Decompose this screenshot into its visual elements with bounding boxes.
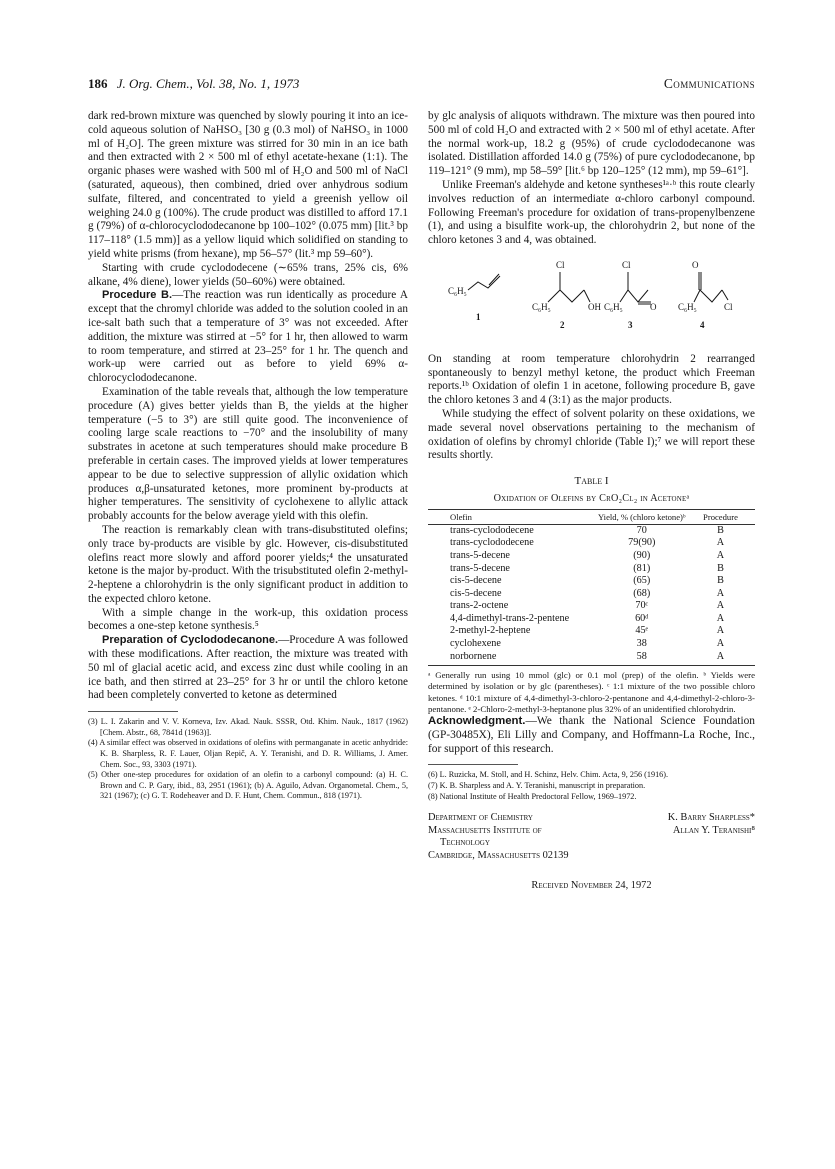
yield-cell: 79(90): [628, 537, 656, 549]
footnote: (3) L. I. Zakarin and V. V. Korneva, Izv. Akad. Nauk. SSSR, Otd. Khim. Nauk., 1817 (1962) [Chem. Abstr., 68, 7841d (1963)].: [88, 717, 408, 737]
footnotes: [428, 770, 755, 802]
yield-cell: 70: [636, 524, 647, 536]
table-row: [428, 537, 755, 550]
olefin-cell: 2-methyl-2-heptene: [450, 625, 531, 637]
column-header: Olefin: [428, 509, 598, 524]
received-date: Received November 24, 1972: [531, 879, 652, 891]
footnote: (7) K. B. Sharpless and A. Y. Teranishi, manuscript in preparation.: [428, 781, 646, 791]
structure-1: [448, 274, 500, 322]
procedure-cell: A: [716, 638, 725, 650]
procedure-b-heading: Procedure B.: [102, 289, 173, 302]
procedure-cell: B: [717, 562, 724, 574]
olefin-cell: trans-2-octene: [450, 600, 509, 612]
chloro-label: Cl: [724, 301, 733, 312]
olefin-cell: trans-5-decene: [450, 562, 510, 574]
right-column: [428, 110, 755, 892]
footnote-rule: [428, 764, 518, 765]
structure-4: [678, 260, 733, 330]
procedure-cell: A: [716, 587, 725, 599]
table-row: [428, 588, 755, 601]
left-column: [88, 110, 408, 802]
affiliation-line: [428, 825, 755, 838]
compound-number: 2: [560, 319, 565, 330]
column-header: Procedure: [686, 509, 755, 524]
footnote: (6) L. Ruzicka, M. Stoll, and H. Schinz, Helv. Chim. Acta, 9, 256 (1916).: [428, 770, 669, 780]
table-row: [428, 563, 755, 576]
paragraph: Starting with crude cyclododecene (∼65% trans, 25% cis, 6% alkane, 4% diene), lower yields (50–60%) were obtained.: [88, 261, 408, 288]
author-name: Allan Y. Teranishi⁸: [672, 824, 755, 836]
paragraph: dark red-brown mixture was quenched by slowly pouring it into an ice-cold aqueous solution of NaHSO₃ [30 g (0.3 mol) of NaHSO₃ in 1000 ml of H₂O]. The green mixture was stirred for 30 min in an ice bath and then extracted with 2 × 500 ml of ethyl acetate-hexane (1:1). The organic phases were washed with 500 ml of H₂O and 500 ml of NaCl (saturated, aqueous), then combined, dried over anhydrous sodium sulfate, filtered, and concentrated to yield a greenish yellow oil weighing 24.0 g (100%). The crude product was distilled to afford 17.1 g (79%) of α-chlorocyclododecanone bp 100–102° (0.075 mm) [lit.³ bp 117–118° (1.5 mm)] as a yellow liquid which solidified on standing to yield white prisms (from hexane), mp 56–57° (lit.³ mp 59–60°).: [88, 110, 408, 260]
yield-cell: 38: [636, 638, 647, 650]
yield-cell: (65): [633, 575, 651, 587]
footnote: (4) A similar effect was observed in oxidations of olefins with permanganate in acetic anhydride: K. B. Sharpless, R. F. Lauer, Oljan Repič, A. Y. Teranishi, and D. R. Williams, J. Amer. Chem. Soc., 93, 3303 (1971).: [88, 738, 408, 769]
table-row: [428, 651, 755, 666]
institution-line: Technology: [440, 837, 490, 849]
procedure-cell: A: [716, 537, 725, 549]
oxygen-label: O: [650, 301, 657, 312]
phenyl-label: C₆H₅: [678, 301, 697, 312]
procedure-cell: A: [716, 625, 725, 637]
paragraph: by glc analysis of aliquots withdrawn. The mixture was then poured into 500 ml of cold H₂O and extracted with 2 × 500 ml of ethyl acetate. After the normal work-up, 18.2 g (95%) of crude cyclododecanone was isolated. Distillation afforded 14.0 g (75%) of pure cyclododecanone, bp 119–121° (9 mm), mp 58–59° [lit.⁶ bp 120–125° (12 mm), mp 59–61°].: [428, 110, 755, 178]
olefin-cell: 4,4-dimethyl-trans-2-pentene: [450, 612, 570, 624]
procedure-cell: A: [686, 651, 755, 666]
olefin-cell: cis-5-decene: [450, 587, 502, 599]
acknowledgment-text: —We thank the National Science Foundation (GP-30485X), Eli Lilly and Company, and Hoffmann-La Roche, Inc., for support of this research.: [428, 715, 755, 755]
yield-cell: (68): [633, 587, 651, 599]
procedure-cell: B: [717, 524, 724, 536]
table-subtitle: Oxidation of Olefins by CrO₂Cl₂ in Acetoneᵃ: [493, 492, 690, 504]
paragraph: On standing at room temperature chlorohydrin 2 rearranged spontaneously to benzyl methyl ketone, the product which Freeman reports.¹ᵇ Oxidation of olefin 1 in acetone, following procedure B, gave the chloro ketones 3 and 4 (3:1) as the major products.: [428, 352, 755, 407]
phenyl-label: C₆H₅: [448, 285, 467, 296]
table-row: [428, 550, 755, 563]
olefin-cell: trans-cyclododecene: [450, 537, 534, 549]
results-table: [428, 509, 755, 667]
chloro-label: Cl: [556, 259, 565, 270]
preparation-heading: Preparation of Cyclododecanone.: [102, 634, 279, 647]
structure-scheme: [428, 258, 755, 338]
procedure-cell: A: [716, 549, 725, 561]
acknowledgment: [428, 715, 755, 756]
paragraph: Unlike Freeman's aldehyde and ketone syntheses¹ᵃ·ᵇ this route clearly involves reduction of an intermediate α-chloro carbonyl compound. Following Freeman's procedure for oxidation of trans-propenylbenzene (1), and using a bisulfite work-up, the chlorohydrin 2, but none of the chloro ketones 3 and 4, was obtained.: [428, 178, 755, 247]
yield-cell: 45ᵉ: [635, 625, 649, 637]
table-row: [428, 638, 755, 651]
procedure-cell: A: [716, 612, 725, 624]
phenyl-label: C₆H₅: [532, 301, 551, 312]
institution: Massachusetts Institute of: [428, 824, 542, 836]
footnotes: [88, 717, 408, 802]
paragraph: [88, 289, 408, 386]
compound-number: 3: [628, 319, 633, 330]
structure-2: [532, 260, 601, 330]
address: Cambridge, Massachusetts 02139: [428, 850, 569, 862]
journal-citation: J. Org. Chem., Vol. 38, No. 1, 1973: [116, 76, 300, 91]
paragraph-text: —Procedure A was followed with these modifications. After reaction, the mixture was treated with 50 ml of glacial acetic acid, and excess zinc dust while cooling in an ice bath, and then stirred at 23–25° for 3 hr or until the chloro ketone had been completely converted to ketone as determined: [88, 634, 408, 702]
column-header: Yield, % (chloro ketone)ᵇ: [598, 509, 686, 524]
phenyl-label: C₆H₅: [604, 301, 623, 312]
table-footnotes: ᵃ Generally run using 10 mmol (glc) or 0.1 mol (prep) of the olefin. ᵇ Yields were determined by isolation or by glc (parentheses). ᶜ 1:1 mixture of the two possible chloro ketones. ᵈ 10:1 mixture of 4,4-dimethyl-3-chloro-2-pentanone and 4,4-dimethyl-2-chloro-3-pentanone. ᵉ 2-Chloro-2-methyl-3-heptanone plus 32% of an unidentified chlorohydrin.: [428, 670, 755, 714]
yield-cell: 70ᶜ: [635, 600, 649, 612]
paragraph: [88, 634, 408, 703]
compound-number: 4: [700, 319, 705, 330]
compound-number: 1: [476, 311, 481, 322]
paragraph-text: —The reaction was run identically as procedure A except that the chromyl chloride was added to the solution cooled in an ice-salt bath such that a temperature of 3° was not exceeded. After addition, the mixture was stirred at −5° for 1 hr, then allowed to warm to room temperature, and stirred at 23–25° for 1 hr. The quench and work-up were carried out as before to yield 69% α-chlorocyclododecanone.: [88, 289, 408, 385]
procedure-cell: A: [716, 600, 725, 612]
oxygen-label: O: [692, 259, 699, 270]
department: Department of Chemistry: [428, 812, 533, 824]
structure-3: [604, 260, 657, 330]
footnote: (8) National Institute of Health Predoctoral Fellow, 1969–1972.: [428, 791, 637, 801]
author-affiliation: [428, 812, 755, 862]
olefin-cell: trans-5-decene: [450, 549, 510, 561]
table-row: [428, 625, 755, 638]
table-row: [428, 600, 755, 613]
yield-cell: 60ᵈ: [635, 612, 649, 624]
paragraph: With a simple change in the work-up, this oxidation process becomes a one-step ketone synthesis.⁵: [88, 606, 408, 633]
table-title: Table I: [574, 475, 609, 488]
footnote: (5) Other one-step procedures for oxidation of an olefin to a carbonyl compound: (a) H. C. Brown and C. P. Gary, ibid., 83, 2951 (1961); (b) A. Aguilo, Advan. Organometal. Chem., 5, 321 (1967); (c) G. T. Rodeheaver and D. F. Hunt, Chem. Commun., 818 (1971).: [88, 770, 408, 801]
table-row: [428, 524, 755, 537]
yield-cell: 58: [598, 651, 686, 666]
table-row: [428, 575, 755, 588]
procedure-cell: B: [717, 575, 724, 587]
table-row: [428, 613, 755, 626]
paragraph: Examination of the table reveals that, although the low temperature procedure (A) gives better yields than B, the yields at the higher temperature (−5 to 3°) are still quite good. The inconvenience of cooling large scale reactions to −70° and the insolubility of many substrates in acetone at such temperatures should make procedure B preferable in certain cases. The improved yields at lower temperatures appear to be due to selective suppression of allylic oxidation which produces α,β-unsaturated ketones, more prominent by-products at higher temperatures. The sensitivity of cyclohexene to allylic attack probably accounts for the below average yield with this olefin.: [88, 385, 408, 523]
yield-cell: (81): [633, 562, 651, 574]
acknowledgment-heading: Acknowledgment.: [428, 715, 526, 728]
page-number: 186: [88, 76, 108, 91]
author-name: K. Barry Sharpless*: [667, 812, 755, 824]
affiliation-line: [428, 812, 755, 825]
olefin-cell: norbornene: [428, 651, 598, 666]
olefin-cell: trans-cyclododecene: [450, 524, 534, 536]
section-heading: Communications: [663, 76, 755, 91]
footnote-rule: [88, 711, 178, 712]
chloro-label: Cl: [622, 259, 631, 270]
paragraph: While studying the effect of solvent polarity on these oxidations, we made several novel observations pertaining to the mechanism of oxidation of olefins by chromyl chloride (Table I);⁷ we will report these results shortly.: [428, 407, 755, 462]
yield-cell: (90): [633, 549, 651, 561]
hydroxyl-label: OH: [588, 301, 601, 312]
olefin-cell: cyclohexene: [450, 638, 501, 650]
olefin-cell: cis-5-decene: [450, 575, 502, 587]
paragraph: The reaction is remarkably clean with trans-disubstituted olefins; only trace by-products are visible by glc. However, cis-disubstituted olefins react more slowly and afford poorer yields;⁴ the unsaturated ketone is the major by-product. With the trisubstituted olefin 2-methyl-2-heptene a chlorohydrin is the only significant product in addition to the expected chloro ketone.: [88, 523, 408, 605]
running-header-left: [88, 76, 299, 92]
